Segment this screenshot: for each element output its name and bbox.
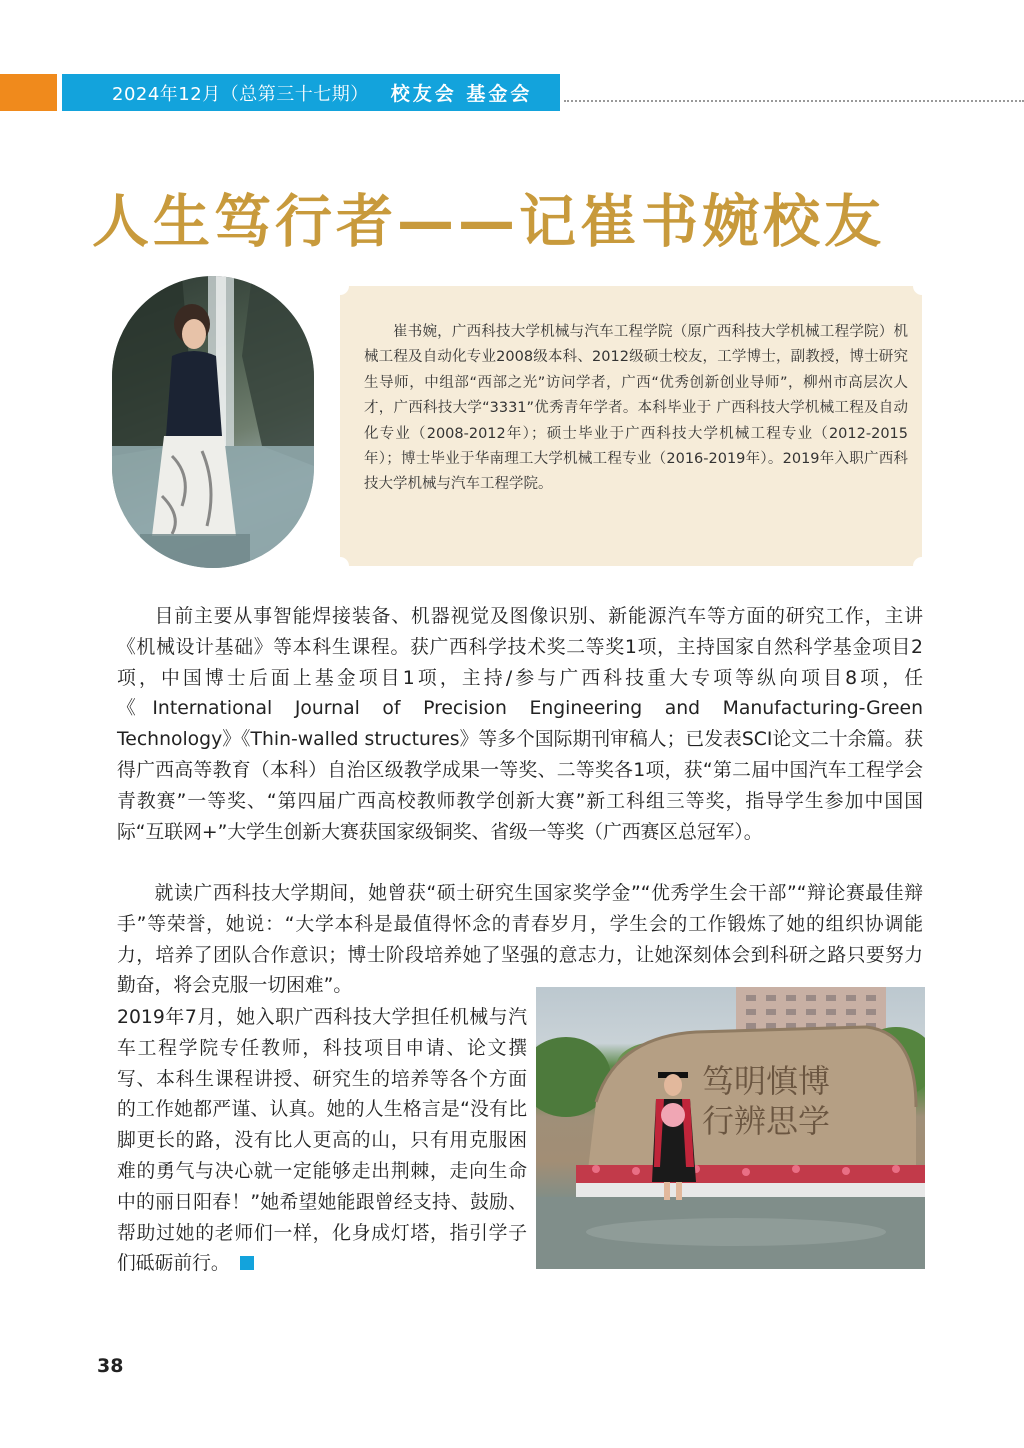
stone-inscription-top: 笃明慎博 (701, 1062, 831, 1100)
portrait-illustration (112, 276, 314, 568)
header-date: 2024年12月（总第三十七期） (112, 83, 369, 105)
body-paragraph-2: 就读广西科技大学期间，她曾获“硕士研究生国家奖学金”“优秀学生会干部”“辩论赛最佳辩手”等荣誉，她说：“大学本科是最值得怀念的青春岁月，学生会的工作锻炼了她的组织协调能力，培养了团队合作意识；博士阶段培养她了坚强的意志力，让她深刻体会到科研之路只要努力勤奋，将会克服一切困难”。 (117, 883, 923, 997)
bio-text: 崔书婉，广西科技大学机械与汽车工程学院（原广西科技大学机械工程学院）机械工程及自动化专业2008级本科、2012级硕士校友，工学博士，副教授，博士研究生导师，中组部“西部之光”访问学者，广西“优秀创新创业导师”，柳州市高层次人才，广西科技大学“3331”优秀青年学者。本科毕业于 广西科技大学机械工程及自动化专业（2008-2012年）；硕士毕业于广西科技大学机械工程专业（2012-2015年）；博士毕业于华南理工大学机械工程专业（2016-2019年）。2019年入职广西科技大学机械与汽车工程学院。 (364, 324, 908, 493)
header-section: 校友会 基金会 (390, 83, 533, 105)
bio-corner (331, 557, 349, 575)
article-title: 人生笃行者——记崔书婉校友 (92, 189, 885, 255)
header-orange-tab (0, 74, 57, 111)
body-paragraph-3-text: 2019年7月，她入职广西科技大学担任机械与汽车工程学院专任教师，科技项目申请、论文撰写、本科生课程讲授、研究生的培养等各个方面的工作她都严谨、认真。她的人生格言是“没有比脚更长的路，没有比人更高的山，只有用克服困难的勇气与决心就一定能够走出荆棘，走向生命中的丽日阳春！”她希望她能跟曾经支持、鼓励、帮助过她的老师们一样，化身成灯塔，指引学子们砥砺前行。 (117, 1007, 527, 1275)
bio-corner (331, 277, 349, 295)
body-paragraph-3 (117, 1003, 527, 1280)
portrait-photo (112, 276, 314, 568)
bio-corner (913, 277, 931, 295)
graduation-illustration (536, 987, 925, 1269)
end-mark-icon (240, 1256, 254, 1270)
graduation-photo (536, 987, 925, 1269)
body-paragraph-1: 目前主要从事智能焊接装备、机器视觉及图像识别、新能源汽车等方面的研究工作，主讲《机械设计基础》等本科生课程。获广西科学技术奖二等奖1项，主持国家自然科学基金项目2项，中国博士后面上基金项目1项，主持/参与广西科技重大专项等纵向项目8项，任《International Journal of Precision Engineering and Manufacturing-Green Technology》《Thin-walled structures》等多个国际期刊审稿人；已发表SCI论文二十余篇。获得广西高等教育（本科）自治区级教学成果一等奖、二等奖各1项，获“第二届中国汽车工程学会青教赛”一等奖、“第四届广西高校教师教学创新大赛”新工科组三等奖，指导学生参加中国国际“互联网+”大学生创新大赛获国家级铜奖、省级一等奖（广西赛区总冠军）。 (117, 606, 923, 843)
bio-box (340, 286, 922, 566)
header-dotted-rule (564, 100, 1024, 102)
stone-inscription-bottom: 行辨思学 (701, 1102, 831, 1140)
page-number: 38 (97, 1355, 124, 1377)
header-bar (62, 74, 560, 111)
bio-corner (913, 557, 931, 575)
